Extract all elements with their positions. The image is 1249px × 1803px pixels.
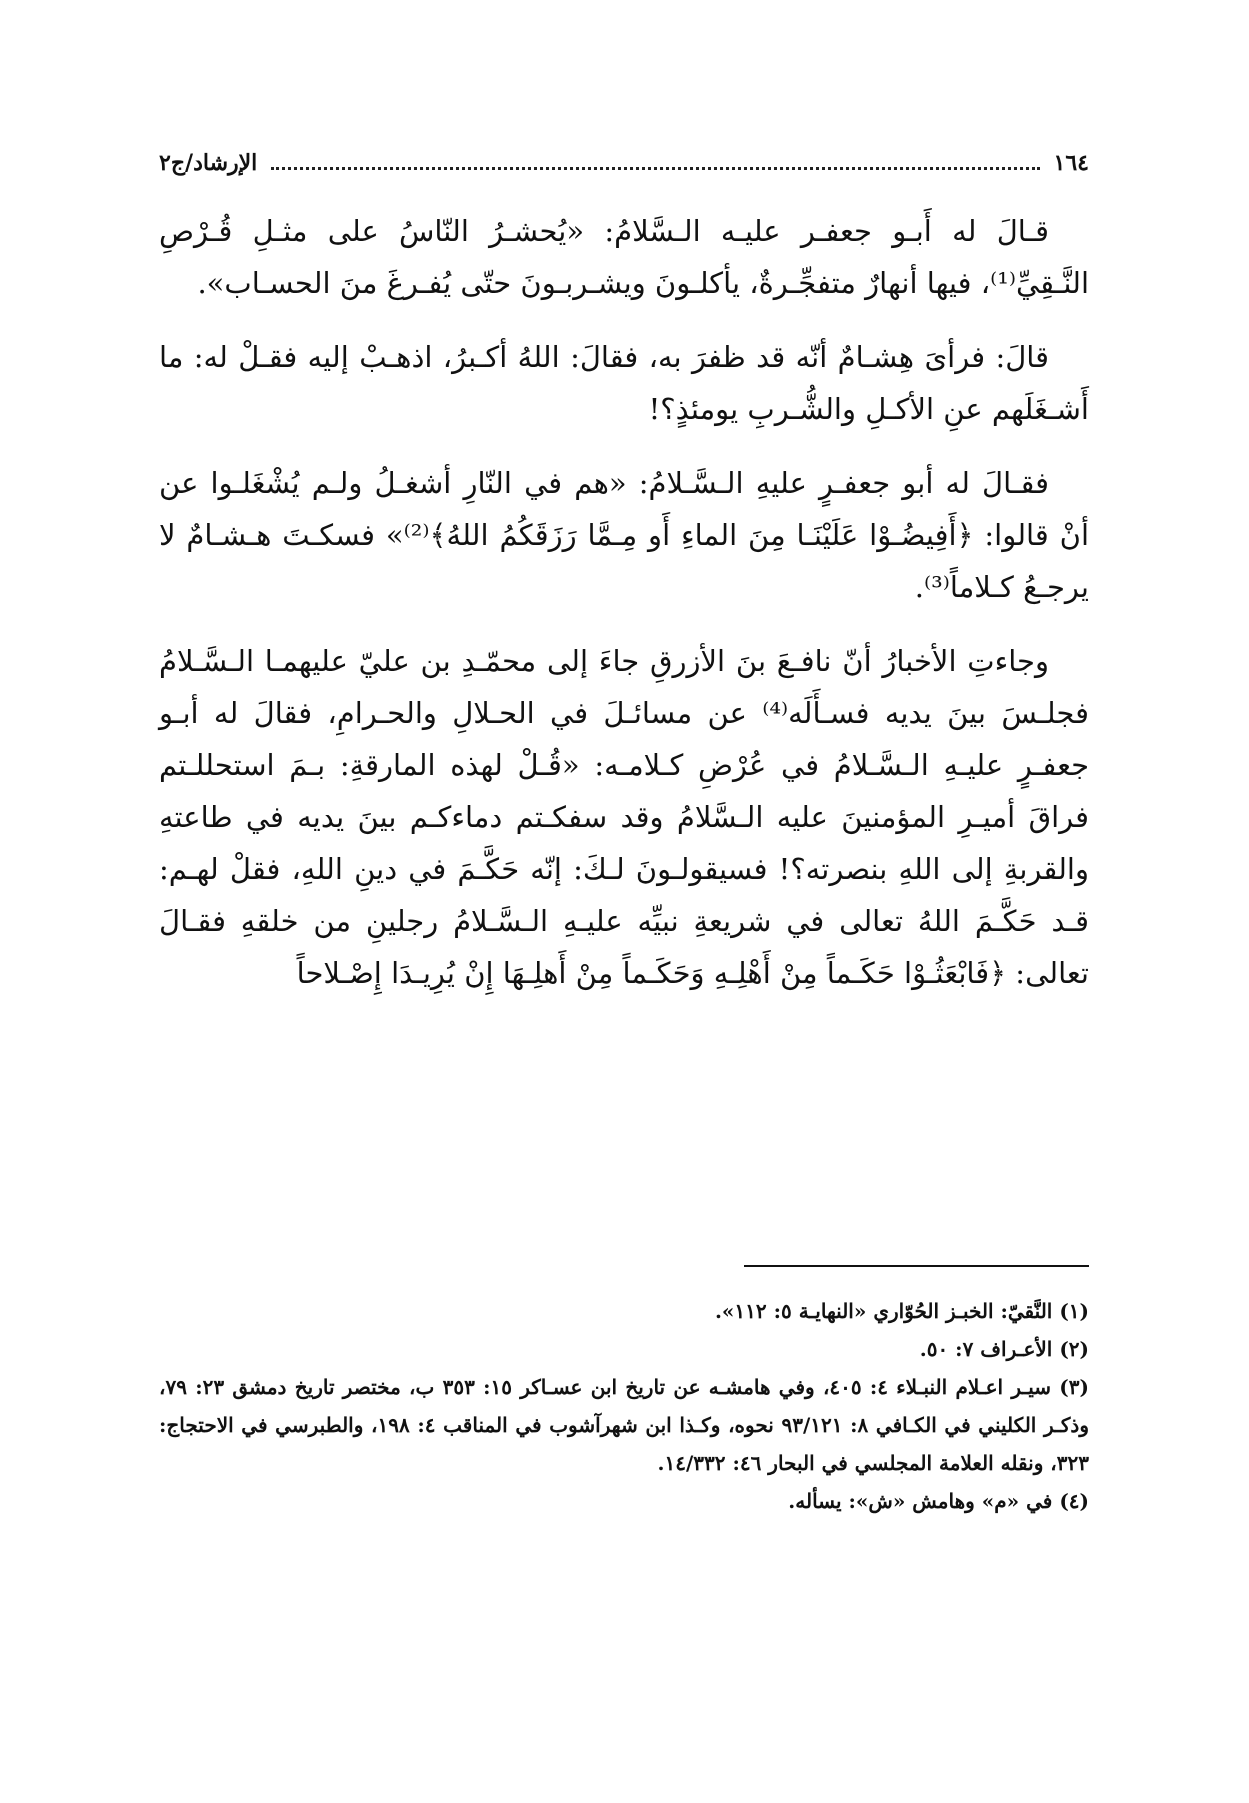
paragraph: قالَ: فرأىَ هِشـامٌ أنّه قد ظفرَ به، فقالَ: اللهُ أكـبرُ، اذهـبْ إليه فقـلْ له: ما أَشـغَلَهم عنِ الأكـلِ والشُّـربِ يومئذٍ؟! <box>159 340 1089 426</box>
paragraph: فقـالَ له أبو جعفـرٍ عليهِ الـسَّـلامُ: «هم في النّارِ أشغـلُ ولـم يُشْغَلـوا عن أنْ قالوا: ﴿أَفِيضُـوْا عَلَيْنَـا مِنَ الماءِ أَو مِـمَّا رَزَقَكُمُ اللهُ﴾⁽²⁾» فسكـتَ هـشـامٌ لا يرجـعُ كـلاماً⁽³⁾. <box>159 466 1089 604</box>
header-dotted-leader <box>271 166 1039 170</box>
paragraph: قـالَ له أَبـو جعفـر عليـه الـسَّلامُ: «يُحشـرُ النّاسُ على مثـلِ قُـرْصِ النَّـقِيِّ⁽¹⁾، فيها أنهارٌ متفجِّـرةٌ، يأكلـونَ ويشـربـونَ حتّى يُفـرغَ منَ الحسـاب». <box>159 214 1089 300</box>
footnote-separator <box>744 1265 1089 1267</box>
footnote: (٣) سيـر اعـلام النبـلاء ٤: ٤٠٥، وفي هامشـه عن تاريخ ابن عسـاكر ١٥: ٣٥٣ ب، مختصر تاريخ دمشق ٢٣: ٧٩، وذكـر الكليني في الكـافي ٨: ٩٣/١٢١ نحوه، وكـذا ابن شهرآشوب في المناقب ٤: ١٩٨، والطبرسي في الاحتجاج: ٣٢٣، ونقله العلامة المجلسي في البحار ٤٦: ١٤/٣٣٢. <box>159 1375 1089 1475</box>
paragraph: وجاءتِ الأخبارُ أنّ نافـعَ بنَ الأزرقِ جاءَ إلى محمّـدِ بن عليّ عليهمـا الـسَّـلامُ فجلـسَ بينَ يديه فسـأَلَه⁽⁴⁾ عن مسائـلَ في الحـلالِ والحـرامِ، فقالَ له أبـو جعفـرٍ عليـهِ الـسَّـلامُ في عُرْضِ كـلامـه: «قُـلْ لهذه المارقةِ: بـمَ استحللـتم فراقَ أميـرِ المؤمنينَ عليه الـسَّلامُ وقد سفكـتم دماءكـم بينَ يديه في طاعتهِ والقربةِ إلى اللهِ بنصرته؟! فسيقولـونَ لـكَ: إنّه حَكَّـمَ في دينِ اللهِ، فقلْ لهـم: قـد حَكَّـمَ اللهُ تعالى في شريعةِ نبيِّه عليـهِ الـسَّـلامُ رجلينِ من خلقهِ فقـالَ تعالى: ﴿فَابْعَثُـوْا حَكَـماً مِنْ أَهْلِـهِ وَحَكَـماً مِنْ أَهلِـهَا إِنْ يُرِيـدَا إِصْـلاحاً <box>159 644 1089 990</box>
footnotes <box>159 1292 1089 1520</box>
main-text <box>159 205 1089 1021</box>
page-header <box>159 150 1089 176</box>
footnote: (١) النَّقيّ: الخبـز الحُوّاري «النهايـة ٥: ١١٢». <box>714 1299 1089 1323</box>
footnote: (٤) في «م» وهامش «ش»: يسأله. <box>788 1489 1089 1513</box>
page-number: ١٦٤ <box>1053 150 1089 176</box>
footnote: (٢) الأعـراف ٧: ٥٠. <box>919 1337 1089 1361</box>
book-title: الإرشاد/ج٢ <box>159 150 258 176</box>
